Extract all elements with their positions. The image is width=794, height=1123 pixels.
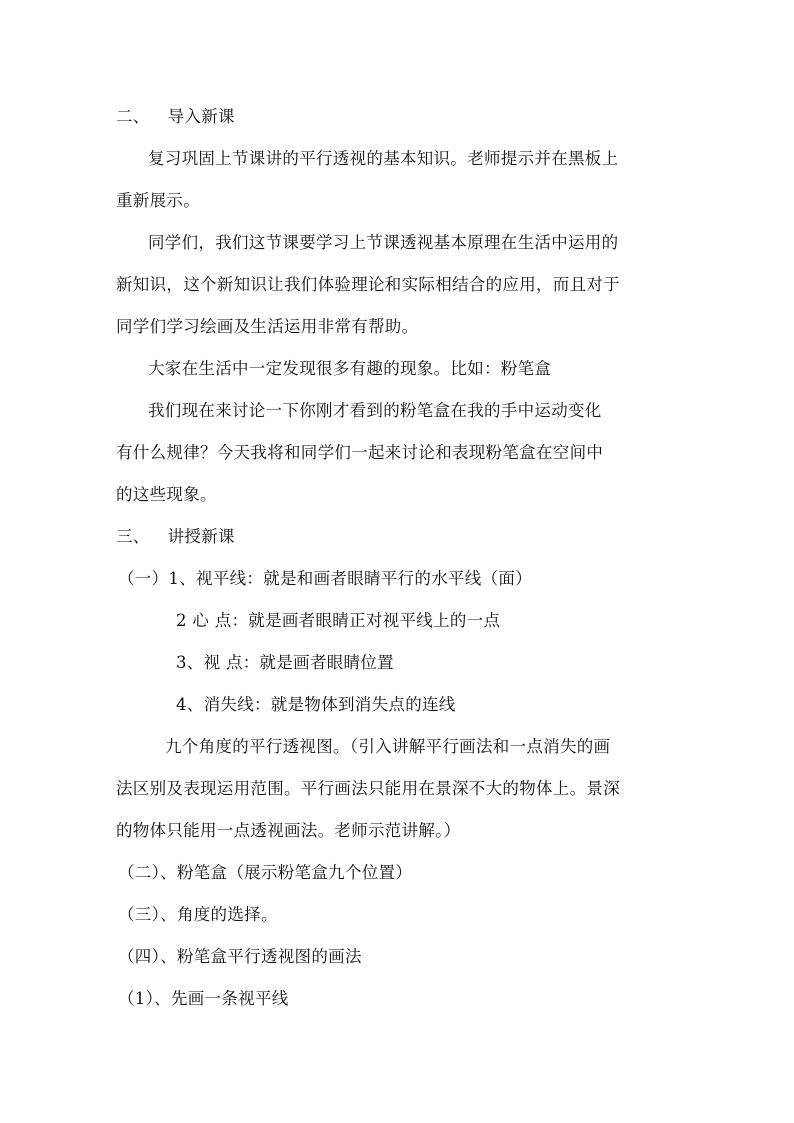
- paragraph-line: 的这些现象。: [116, 485, 217, 504]
- section-number: 二、: [116, 107, 150, 126]
- list-item: （四）、粉笔盒平行透视图的画法: [118, 947, 362, 966]
- section-heading-2: [116, 106, 235, 128]
- paragraph-line: 新知识，这个新知识让我们体验理论和实际相结合的应用，而且对于: [116, 275, 620, 294]
- list-item: （1）、先画一条视平线: [118, 989, 289, 1008]
- paragraph-line: 同学们，我们这节课要学习上节课透视基本原理在生活中运用的: [148, 233, 619, 252]
- paragraph-line: 九个角度的平行透视图。（引入讲解平行画法和一点消失的画: [165, 737, 611, 756]
- paragraph-line: 重新展示。: [116, 191, 200, 210]
- section-title: 讲授新课: [167, 527, 235, 546]
- section-title: 导入新课: [167, 107, 235, 126]
- list-item: 2 心 点：就是画者眼睛正对视平线上的一点: [176, 611, 501, 630]
- paragraph-line: 法区别及表现运用范围。平行画法只能用在景深不大的物体上。景深: [116, 779, 620, 798]
- list-item: 3、视 点：就是画者眼睛位置: [176, 653, 394, 672]
- section-heading-3: [116, 526, 235, 548]
- paragraph-line: 的物体只能用一点透视画法。老师示范讲解。）: [116, 821, 461, 840]
- list-item: （二）、粉笔盒（展示粉笔盒九个位置）: [118, 863, 413, 882]
- paragraph-line: 有什么规律？今天我将和同学们一起来讨论和表现粉笔盒在空间中: [116, 443, 604, 462]
- section-number: 三、: [116, 527, 150, 546]
- paragraph-line: 大家在生活中一定发现很多有趣的现象。比如：粉笔盒: [148, 359, 552, 378]
- paragraph-line: 我们现在来讨论一下你刚才看到的粉笔盒在我的手中运动变化: [148, 401, 602, 420]
- list-item: （一）1、视平线：就是和画者眼睛平行的水平线（面）: [118, 569, 532, 588]
- paragraph-line: 同学们学习绘画及生活运用非常有帮助。: [116, 317, 419, 336]
- paragraph-line: 复习巩固上节课讲的平行透视的基本知识。老师提示并在黑板上: [148, 149, 619, 168]
- list-item: （三）、角度的选择。: [118, 905, 278, 924]
- list-item: 4、消失线：就是物体到消失点的连线: [176, 695, 456, 714]
